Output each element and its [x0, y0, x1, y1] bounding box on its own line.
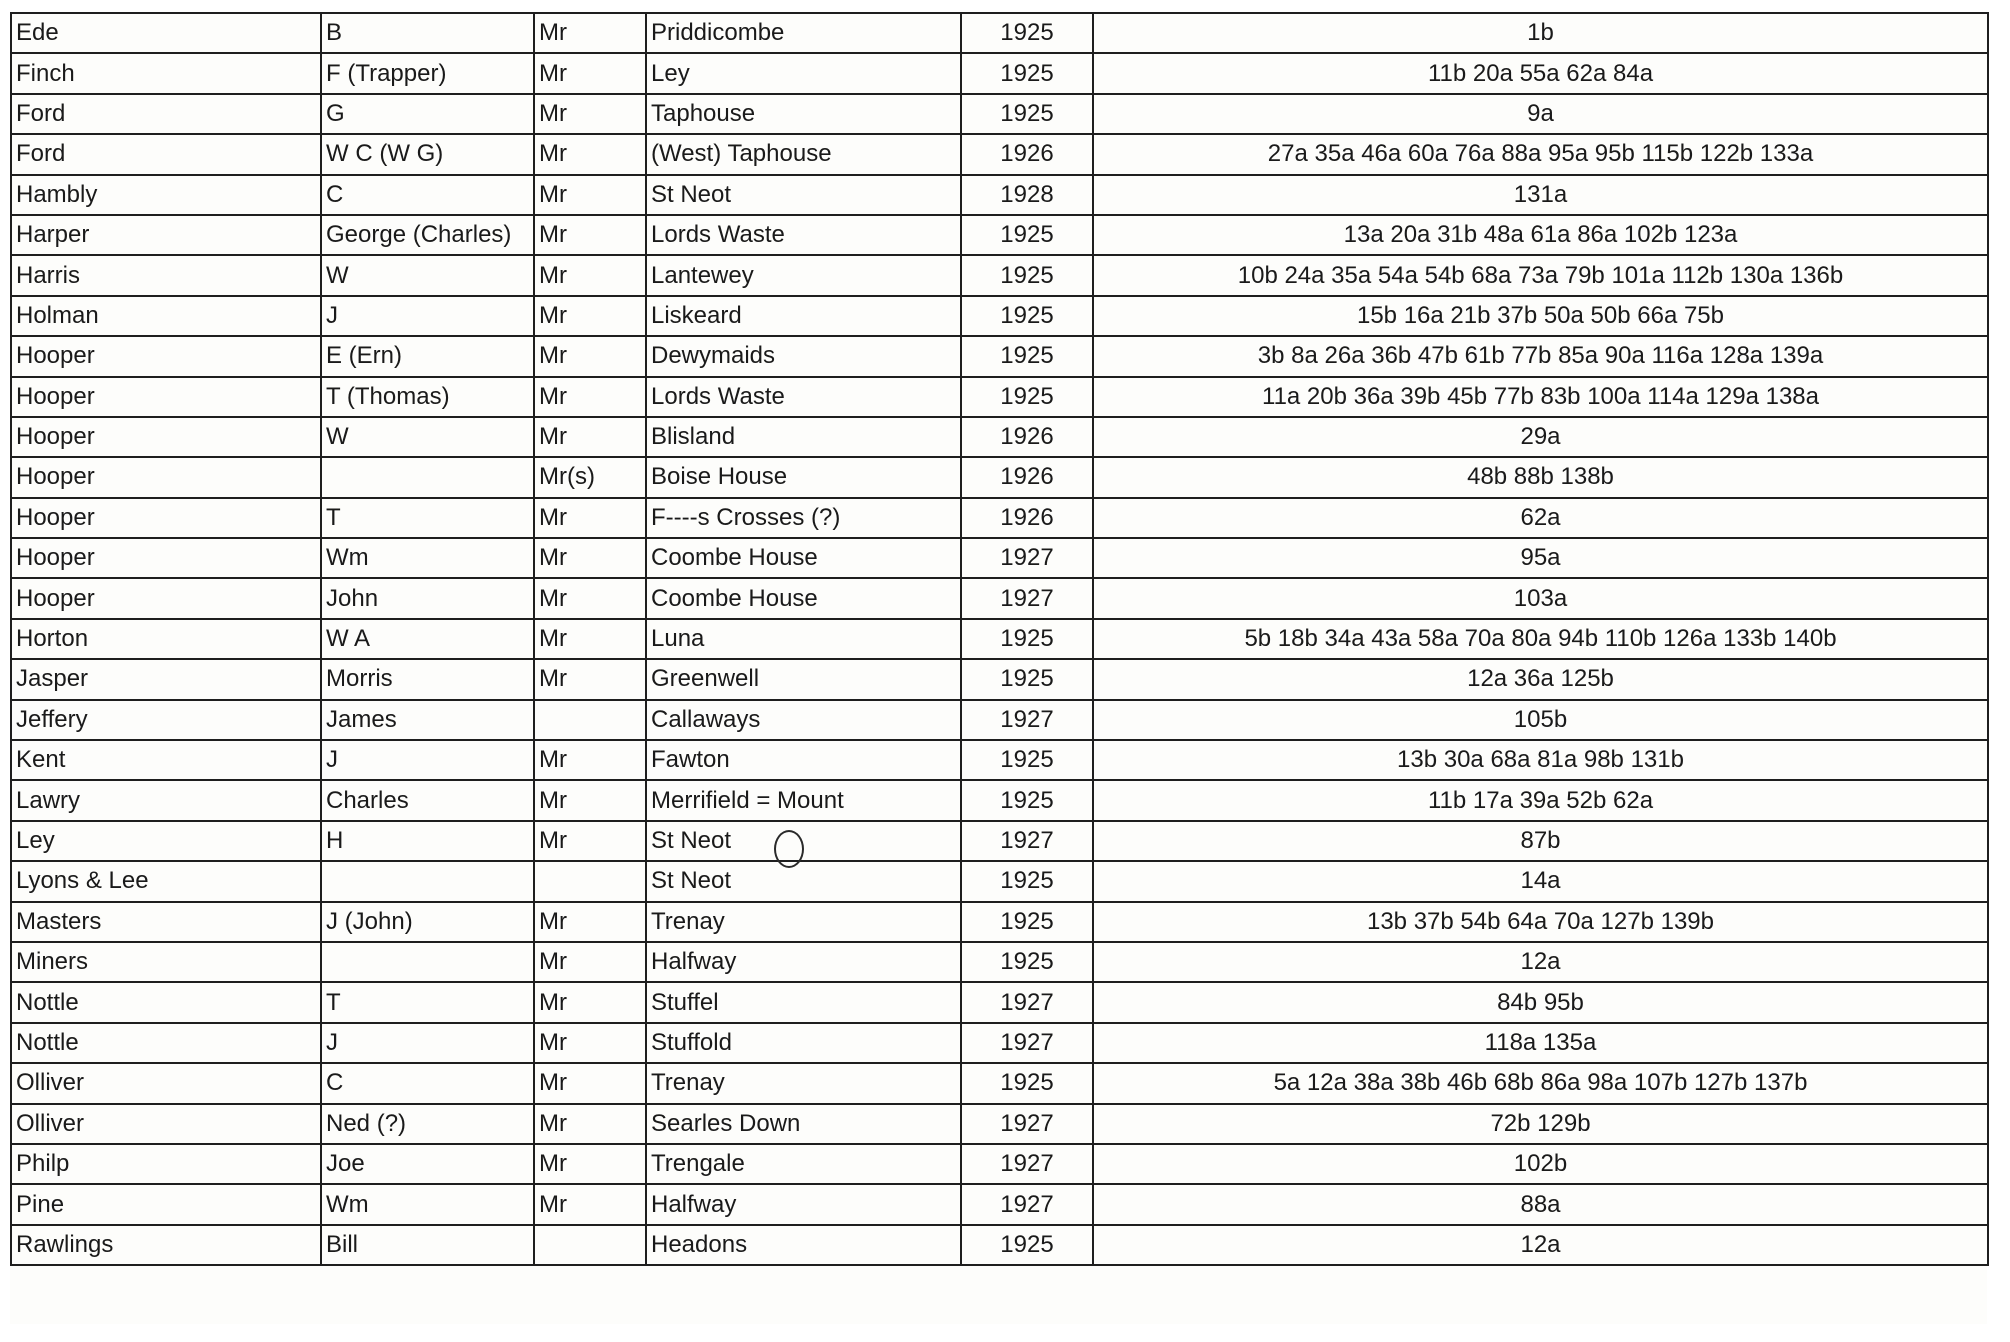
- title-cell: Mr: [534, 578, 646, 618]
- year-cell: 1925: [961, 942, 1093, 982]
- title-cell: Mr: [534, 1144, 646, 1184]
- surname-cell: Lawry: [11, 780, 321, 820]
- title-cell: Mr: [534, 377, 646, 417]
- references-cell: 11a 20b 36a 39b 45b 77b 83b 100a 114a 129a 138a: [1093, 377, 1988, 417]
- place-cell: Luna: [646, 619, 961, 659]
- forename-cell: C: [321, 1063, 534, 1103]
- surname-cell: Harper: [11, 215, 321, 255]
- place-cell: Taphouse: [646, 94, 961, 134]
- year-cell: 1925: [961, 861, 1093, 901]
- place-cell: Blisland: [646, 417, 961, 457]
- surname-cell: Masters: [11, 902, 321, 942]
- year-cell: 1925: [961, 659, 1093, 699]
- references-cell: 14a: [1093, 861, 1988, 901]
- table-row: [11, 982, 1988, 1022]
- surname-cell: Pine: [11, 1184, 321, 1224]
- title-cell: Mr: [534, 1184, 646, 1224]
- table-row: [11, 700, 1988, 740]
- table-row: [11, 1144, 1988, 1184]
- forename-cell: Joe: [321, 1144, 534, 1184]
- references-cell: 102b: [1093, 1144, 1988, 1184]
- surname-cell: Ede: [11, 13, 321, 53]
- forename-cell: J: [321, 296, 534, 336]
- surname-cell: Olliver: [11, 1104, 321, 1144]
- surname-cell: Ley: [11, 821, 321, 861]
- forename-cell: [321, 942, 534, 982]
- forename-cell: Wm: [321, 1184, 534, 1224]
- year-cell: 1925: [961, 902, 1093, 942]
- references-cell: 29a: [1093, 417, 1988, 457]
- year-cell: 1927: [961, 1144, 1093, 1184]
- year-cell: 1927: [961, 578, 1093, 618]
- forename-cell: James: [321, 700, 534, 740]
- year-cell: 1925: [961, 215, 1093, 255]
- title-cell: [534, 700, 646, 740]
- title-cell: Mr: [534, 498, 646, 538]
- title-cell: [534, 1225, 646, 1265]
- forename-cell: W C (W G): [321, 134, 534, 174]
- surname-cell: Jasper: [11, 659, 321, 699]
- register-table: [10, 12, 1989, 1266]
- place-cell: Searles Down: [646, 1104, 961, 1144]
- year-cell: 1927: [961, 821, 1093, 861]
- forename-cell: B: [321, 13, 534, 53]
- table-row: [11, 94, 1988, 134]
- title-cell: Mr: [534, 780, 646, 820]
- forename-cell: John: [321, 578, 534, 618]
- references-cell: 13a 20a 31b 48a 61a 86a 102b 123a: [1093, 215, 1988, 255]
- references-cell: 9a: [1093, 94, 1988, 134]
- references-cell: 13b 30a 68a 81a 98b 131b: [1093, 740, 1988, 780]
- place-cell: Halfway: [646, 942, 961, 982]
- table-row: [11, 861, 1988, 901]
- title-cell: [534, 861, 646, 901]
- forename-cell: Morris: [321, 659, 534, 699]
- forename-cell: Bill: [321, 1225, 534, 1265]
- table-row: [11, 417, 1988, 457]
- forename-cell: T: [321, 498, 534, 538]
- references-cell: 12a: [1093, 1225, 1988, 1265]
- forename-cell: J (John): [321, 902, 534, 942]
- surname-cell: Nottle: [11, 1023, 321, 1063]
- table-row: [11, 134, 1988, 174]
- year-cell: 1928: [961, 175, 1093, 215]
- forename-cell: [321, 457, 534, 497]
- year-cell: 1927: [961, 1023, 1093, 1063]
- title-cell: Mr: [534, 942, 646, 982]
- surname-cell: Holman: [11, 296, 321, 336]
- surname-cell: Hambly: [11, 175, 321, 215]
- table-row: [11, 619, 1988, 659]
- forename-cell: Wm: [321, 538, 534, 578]
- table-row: [11, 13, 1988, 53]
- year-cell: 1925: [961, 740, 1093, 780]
- title-cell: Mr: [534, 53, 646, 93]
- forename-cell: T: [321, 982, 534, 1022]
- title-cell: Mr: [534, 296, 646, 336]
- year-cell: 1926: [961, 498, 1093, 538]
- place-cell: Liskeard: [646, 296, 961, 336]
- year-cell: 1927: [961, 982, 1093, 1022]
- place-cell: Trengale: [646, 1144, 961, 1184]
- title-cell: Mr: [534, 175, 646, 215]
- surname-cell: Lyons & Lee: [11, 861, 321, 901]
- place-cell: Coombe House: [646, 538, 961, 578]
- table-row: [11, 740, 1988, 780]
- year-cell: 1925: [961, 296, 1093, 336]
- place-cell: Stuffel: [646, 982, 961, 1022]
- year-cell: 1927: [961, 1104, 1093, 1144]
- place-cell: Fawton: [646, 740, 961, 780]
- table-row: [11, 538, 1988, 578]
- table-row: [11, 942, 1988, 982]
- place-cell: Ley: [646, 53, 961, 93]
- surname-cell: Hooper: [11, 498, 321, 538]
- title-cell: Mr: [534, 1063, 646, 1103]
- year-cell: 1925: [961, 377, 1093, 417]
- surname-cell: Hooper: [11, 377, 321, 417]
- surname-cell: Hooper: [11, 336, 321, 376]
- table-row: [11, 457, 1988, 497]
- year-cell: 1925: [961, 255, 1093, 295]
- title-cell: Mr: [534, 417, 646, 457]
- place-cell: Trenay: [646, 1063, 961, 1103]
- title-cell: Mr: [534, 902, 646, 942]
- references-cell: 103a: [1093, 578, 1988, 618]
- title-cell: Mr: [534, 538, 646, 578]
- year-cell: 1925: [961, 1063, 1093, 1103]
- references-cell: 62a: [1093, 498, 1988, 538]
- place-cell: St Neot: [646, 821, 961, 861]
- title-cell: Mr: [534, 13, 646, 53]
- title-cell: Mr: [534, 1104, 646, 1144]
- place-cell: (West) Taphouse: [646, 134, 961, 174]
- table-row: [11, 53, 1988, 93]
- surname-cell: Hooper: [11, 538, 321, 578]
- table-row: [11, 1184, 1988, 1224]
- place-cell: Halfway: [646, 1184, 961, 1224]
- surname-cell: Jeffery: [11, 700, 321, 740]
- forename-cell: W: [321, 417, 534, 457]
- table-row: [11, 498, 1988, 538]
- table-row: [11, 1063, 1988, 1103]
- references-cell: 12a 36a 125b: [1093, 659, 1988, 699]
- place-cell: Stuffold: [646, 1023, 961, 1063]
- title-cell: Mr: [534, 336, 646, 376]
- forename-cell: J: [321, 1023, 534, 1063]
- references-cell: 5a 12a 38a 38b 46b 68b 86a 98a 107b 127b 137b: [1093, 1063, 1988, 1103]
- year-cell: 1925: [961, 13, 1093, 53]
- forename-cell: Charles: [321, 780, 534, 820]
- year-cell: 1926: [961, 457, 1093, 497]
- title-cell: Mr: [534, 740, 646, 780]
- title-cell: Mr: [534, 215, 646, 255]
- place-cell: Coombe House: [646, 578, 961, 618]
- place-cell: Priddicombe: [646, 13, 961, 53]
- references-cell: 105b: [1093, 700, 1988, 740]
- forename-cell: F (Trapper): [321, 53, 534, 93]
- references-cell: 1b: [1093, 13, 1988, 53]
- forename-cell: G: [321, 94, 534, 134]
- surname-cell: Philp: [11, 1144, 321, 1184]
- year-cell: 1926: [961, 417, 1093, 457]
- table-row: [11, 1104, 1988, 1144]
- surname-cell: Hooper: [11, 417, 321, 457]
- year-cell: 1925: [961, 1225, 1093, 1265]
- references-cell: 72b 129b: [1093, 1104, 1988, 1144]
- forename-cell: W A: [321, 619, 534, 659]
- references-cell: 5b 18b 34a 43a 58a 70a 80a 94b 110b 126a 133b 140b: [1093, 619, 1988, 659]
- surname-cell: Kent: [11, 740, 321, 780]
- references-cell: 10b 24a 35a 54a 54b 68a 73a 79b 101a 112b 130a 136b: [1093, 255, 1988, 295]
- surname-cell: Horton: [11, 619, 321, 659]
- forename-cell: Ned (?): [321, 1104, 534, 1144]
- references-cell: 12a: [1093, 942, 1988, 982]
- title-cell: Mr: [534, 134, 646, 174]
- place-cell: Lords Waste: [646, 377, 961, 417]
- surname-cell: Ford: [11, 94, 321, 134]
- place-cell: Callaways: [646, 700, 961, 740]
- surname-cell: Hooper: [11, 578, 321, 618]
- table-row: [11, 175, 1988, 215]
- title-cell: Mr: [534, 94, 646, 134]
- references-cell: 48b 88b 138b: [1093, 457, 1988, 497]
- references-cell: 3b 8a 26a 36b 47b 61b 77b 85a 90a 116a 128a 139a: [1093, 336, 1988, 376]
- place-cell: Headons: [646, 1225, 961, 1265]
- place-cell: St Neot: [646, 861, 961, 901]
- surname-cell: Hooper: [11, 457, 321, 497]
- references-cell: 95a: [1093, 538, 1988, 578]
- title-cell: Mr: [534, 619, 646, 659]
- title-cell: Mr(s): [534, 457, 646, 497]
- surname-cell: Nottle: [11, 982, 321, 1022]
- references-cell: 13b 37b 54b 64a 70a 127b 139b: [1093, 902, 1988, 942]
- references-cell: 131a: [1093, 175, 1988, 215]
- forename-cell: W: [321, 255, 534, 295]
- references-cell: 11b 20a 55a 62a 84a: [1093, 53, 1988, 93]
- place-cell: Trenay: [646, 902, 961, 942]
- table-row: [11, 780, 1988, 820]
- forename-cell: George (Charles): [321, 215, 534, 255]
- forename-cell: H: [321, 821, 534, 861]
- year-cell: 1926: [961, 134, 1093, 174]
- forename-cell: [321, 861, 534, 901]
- title-cell: Mr: [534, 1023, 646, 1063]
- place-cell: Greenwell: [646, 659, 961, 699]
- table-row: [11, 659, 1988, 699]
- year-cell: 1925: [961, 619, 1093, 659]
- title-cell: Mr: [534, 255, 646, 295]
- references-cell: 15b 16a 21b 37b 50a 50b 66a 75b: [1093, 296, 1988, 336]
- table-row: [11, 255, 1988, 295]
- forename-cell: T (Thomas): [321, 377, 534, 417]
- surname-cell: Finch: [11, 53, 321, 93]
- table-row: [11, 902, 1988, 942]
- forename-cell: J: [321, 740, 534, 780]
- year-cell: 1925: [961, 780, 1093, 820]
- place-cell: Merrifield = Mount: [646, 780, 961, 820]
- surname-cell: Harris: [11, 255, 321, 295]
- place-cell: Lords Waste: [646, 215, 961, 255]
- year-cell: 1925: [961, 94, 1093, 134]
- document-sheet: [10, 12, 1987, 1324]
- place-cell: F----s Crosses (?): [646, 498, 961, 538]
- table-row: [11, 377, 1988, 417]
- place-cell: Boise House: [646, 457, 961, 497]
- surname-cell: Ford: [11, 134, 321, 174]
- references-cell: 118a 135a: [1093, 1023, 1988, 1063]
- forename-cell: C: [321, 175, 534, 215]
- title-cell: Mr: [534, 982, 646, 1022]
- table-row: [11, 578, 1988, 618]
- year-cell: 1927: [961, 538, 1093, 578]
- table-row: [11, 1023, 1988, 1063]
- title-cell: Mr: [534, 821, 646, 861]
- year-cell: 1927: [961, 1184, 1093, 1224]
- place-cell: Lantewey: [646, 255, 961, 295]
- register-table-body: [11, 13, 1988, 1265]
- references-cell: 27a 35a 46a 60a 76a 88a 95a 95b 115b 122b 133a: [1093, 134, 1988, 174]
- place-cell: Dewymaids: [646, 336, 961, 376]
- year-cell: 1925: [961, 53, 1093, 93]
- references-cell: 11b 17a 39a 52b 62a: [1093, 780, 1988, 820]
- table-row: [11, 1225, 1988, 1265]
- table-row: [11, 296, 1988, 336]
- table-row: [11, 336, 1988, 376]
- surname-cell: Rawlings: [11, 1225, 321, 1265]
- references-cell: 84b 95b: [1093, 982, 1988, 1022]
- surname-cell: Miners: [11, 942, 321, 982]
- surname-cell: Olliver: [11, 1063, 321, 1103]
- title-cell: Mr: [534, 659, 646, 699]
- year-cell: 1927: [961, 700, 1093, 740]
- references-cell: 88a: [1093, 1184, 1988, 1224]
- year-cell: 1925: [961, 336, 1093, 376]
- references-cell: 87b: [1093, 821, 1988, 861]
- table-row: [11, 821, 1988, 861]
- place-cell: St Neot: [646, 175, 961, 215]
- forename-cell: E (Ern): [321, 336, 534, 376]
- table-row: [11, 215, 1988, 255]
